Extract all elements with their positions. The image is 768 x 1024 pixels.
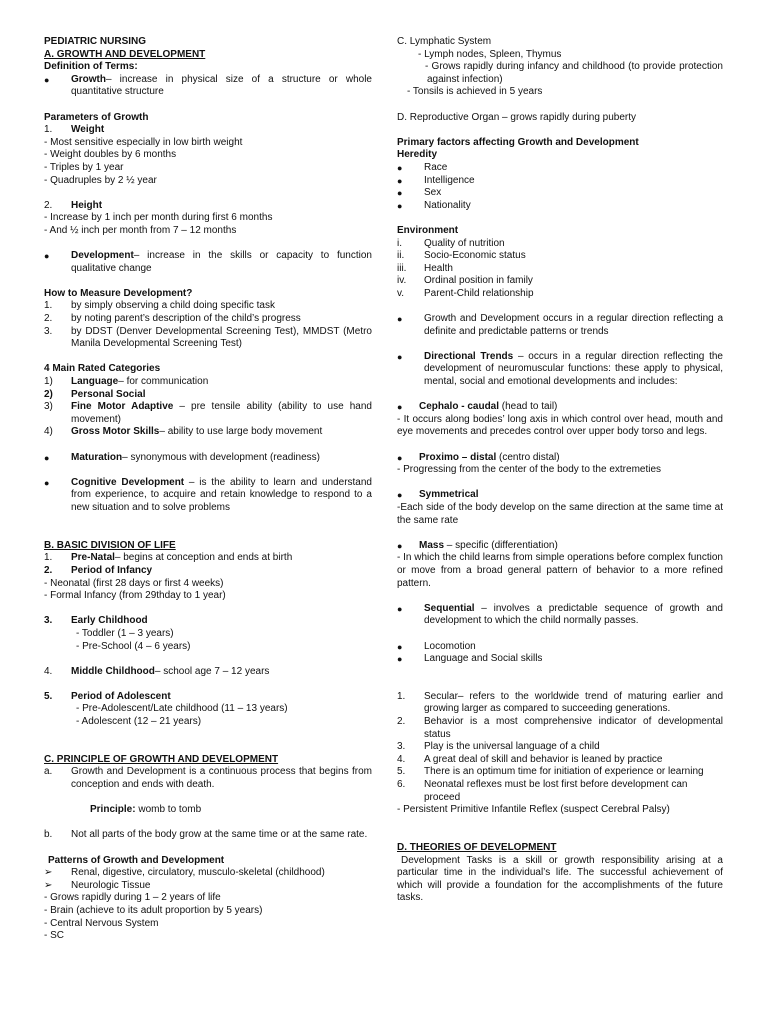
definition: – synonymous with development (readiness) xyxy=(122,451,320,463)
text-line: -Each side of the body develop on the same direction at the same time at the same rate xyxy=(397,501,723,526)
term: Middle Childhood xyxy=(71,665,155,677)
definition: – ability to use large body movement xyxy=(159,426,323,438)
list-item xyxy=(397,313,723,338)
bullet-icon: ● xyxy=(397,540,403,551)
bullet-icon: ● xyxy=(44,74,50,85)
item-text: Nationality xyxy=(424,199,471,211)
definition: – increase in the skills or capacity to function qualitative change xyxy=(71,250,372,274)
item-text: Language and Social skills xyxy=(424,653,543,665)
definition: – is the ability to learn and understand from experience, to acquire and retain knowledge to respond to a new situation and to solve problems xyxy=(71,476,372,513)
list-item xyxy=(397,238,723,251)
item-number: 1. xyxy=(44,300,53,312)
definition: – begins at conception and ends at birth xyxy=(114,552,293,564)
section-c-heading: C. PRINCIPLE OF GROWTH AND DEVELOPMENT xyxy=(44,753,279,765)
section-d-heading: D. THEORIES OF DEVELOPMENT xyxy=(397,842,557,853)
item-text: by noting parent’s description of the child’s progress xyxy=(71,313,301,325)
weight-heading xyxy=(44,124,372,137)
arrow-icon: ➢ xyxy=(44,867,53,879)
item-number: 2. xyxy=(397,716,406,728)
text-line: - Pre-Adolescent/Late childhood (11 – 13 years) xyxy=(76,703,288,715)
list-item xyxy=(397,691,723,716)
directional-trends xyxy=(397,351,723,389)
list-item xyxy=(397,641,723,654)
list-item xyxy=(44,552,372,565)
item-text: Growth and Development occurs in a regular direction reflecting a definite and predictable patterns or trends xyxy=(424,313,723,337)
item-number: ii. xyxy=(397,250,405,262)
definition: – increase in physical size of a structure or whole quantitative structure xyxy=(71,73,372,98)
list-item xyxy=(397,187,723,200)
bullet-icon: ● xyxy=(397,452,403,463)
left-column xyxy=(44,36,372,943)
doc-title: PEDIATRIC NURSING xyxy=(44,36,147,47)
list-item xyxy=(44,666,372,679)
bullet-icon: ● xyxy=(397,175,403,186)
development-definition xyxy=(44,250,372,275)
term: Symmetrical xyxy=(419,489,479,501)
item-number: 5. xyxy=(44,690,53,702)
list-item xyxy=(44,867,372,880)
item-number: 3. xyxy=(44,325,53,337)
item-text: Neonatal reflexes must be lost first before development can proceed xyxy=(424,779,688,803)
text-line: - Lymph nodes, Spleen, Thymus xyxy=(418,48,562,60)
bullet-icon: ● xyxy=(397,351,403,362)
bullet-icon: ● xyxy=(397,162,403,173)
item-number: 1) xyxy=(44,376,53,388)
text-line: - Neonatal (first 28 days or first 4 weeks) xyxy=(44,577,224,589)
list-item xyxy=(44,401,372,426)
list-item xyxy=(397,175,723,188)
item-number: 4. xyxy=(397,753,406,765)
list-item xyxy=(397,200,723,213)
text-line: - Progressing from the center of the body to the extremeties xyxy=(397,464,662,476)
item-number: i. xyxy=(397,237,402,249)
text-line: - Triples by 1 year xyxy=(44,161,124,173)
list-item xyxy=(397,653,723,666)
list-item xyxy=(44,426,372,439)
definition: – for communication xyxy=(118,376,209,388)
item-text: Intelligence xyxy=(424,174,475,186)
item-number: 3. xyxy=(44,615,53,627)
list-item xyxy=(397,275,723,288)
item-text: Health xyxy=(424,262,453,274)
item-text: There is an optimum time for initiation of experience or learning xyxy=(424,766,704,778)
list-item xyxy=(44,766,372,791)
bullet-icon: ● xyxy=(397,641,403,652)
environment-heading: Environment xyxy=(397,224,459,236)
item-text: Sex xyxy=(424,187,442,199)
term: Language xyxy=(71,376,119,388)
item-number: 1. xyxy=(397,690,406,702)
item-number: 1. xyxy=(44,124,53,136)
bullet-icon: ● xyxy=(44,477,50,488)
item-number: 1. xyxy=(44,552,53,564)
item-text: by DDST (Denver Developmental Screening Test), MMDST (Metro Manila Developmental Screening Test) xyxy=(71,325,372,350)
list-item xyxy=(44,880,372,893)
definition: (centro distal) xyxy=(496,451,560,463)
item-label: Height xyxy=(71,199,103,211)
section-b-heading: B. BASIC DIVISION OF LIFE xyxy=(44,539,176,551)
list-item xyxy=(397,754,723,767)
item-text: Secular– refers to the worldwide trend of maturing earlier and growing larger as compared to succeeding generations. xyxy=(424,690,723,715)
list-item xyxy=(44,389,372,402)
item-label: Period of Infancy xyxy=(71,564,153,576)
term: Personal Social xyxy=(71,388,146,400)
list-item xyxy=(397,162,723,175)
parameters-heading: Parameters of Growth xyxy=(44,111,149,123)
list-item xyxy=(44,691,372,704)
term: Maturation xyxy=(71,451,123,463)
arrow-icon: ➢ xyxy=(44,879,53,891)
term: Gross Motor Skills xyxy=(71,426,160,438)
principle-line xyxy=(44,804,372,817)
item-text: Renal, digestive, circulatory, musculo-skeletal (childhood) xyxy=(71,867,325,879)
item-number: 4) xyxy=(44,426,53,438)
height-heading xyxy=(44,200,372,213)
item-number: 4. xyxy=(44,665,53,677)
item-text: A great deal of skill and behavior is leaned by practice xyxy=(424,753,663,765)
proximo-distal xyxy=(397,452,723,465)
cephalo-caudal xyxy=(397,401,723,414)
bullet-icon: ● xyxy=(397,490,403,501)
list-item xyxy=(397,779,723,804)
item-number: iii. xyxy=(397,262,407,274)
text-line: - Most sensitive especially in low birth weight xyxy=(44,136,243,148)
text-line: - Quadruples by 2 ½ year xyxy=(44,174,157,186)
item-text: Growth and Development is a continuous process that begins from conception and ends with death. xyxy=(71,766,372,791)
list-item xyxy=(397,741,723,754)
item-text: Parent-Child relationship xyxy=(424,287,534,299)
text-line: - Adolescent (12 – 21 years) xyxy=(76,716,202,728)
list-item xyxy=(44,615,372,628)
item-text: Play is the universal language of a child xyxy=(424,741,600,753)
growth-definition xyxy=(44,74,372,99)
mass-specific xyxy=(397,540,723,553)
bullet-icon: ● xyxy=(397,603,403,614)
item-text: Neurologic Tissue xyxy=(71,879,151,891)
term: Sequential xyxy=(424,602,475,614)
text-line: - Grows rapidly during infancy and childhood (to provide protection against infection) xyxy=(425,61,723,85)
primary-factors-heading: Primary factors affecting Growth and Development xyxy=(397,136,639,148)
list-item xyxy=(44,326,372,351)
term: Pre-Natal xyxy=(71,552,115,564)
term: Proximo – distal xyxy=(419,451,497,463)
term: Directional Trends xyxy=(424,350,514,362)
term: Fine Motor Adaptive xyxy=(71,401,174,413)
item-label: Period of Adolescent xyxy=(71,690,171,702)
item-number: 3. xyxy=(397,741,406,753)
item-text: Socio-Economic status xyxy=(424,250,526,262)
text-line: - Brain (achieve to its adult proportion by 5 years) xyxy=(44,904,263,916)
list-item xyxy=(44,313,372,326)
definition: – pre tensile ability (ability to use hand movement) xyxy=(71,401,372,425)
item-number: 5. xyxy=(397,766,406,778)
symmetrical xyxy=(397,489,723,502)
item-number: 2. xyxy=(44,313,53,325)
text-line: - Central Nervous System xyxy=(44,917,159,929)
measure-heading: How to Measure Development? xyxy=(44,287,193,299)
item-number: v. xyxy=(397,287,405,299)
bullet-icon: ● xyxy=(44,452,50,463)
patterns-heading: Patterns of Growth and Development xyxy=(48,854,225,866)
text-line: - It occurs along bodies’ long axis in which control over head, mouth and eye movements and precedes control over upper body torso and legs. xyxy=(397,413,723,438)
reproductive-line: D. Reproductive Organ – grows rapidly during puberty xyxy=(397,111,637,123)
list-item xyxy=(44,565,372,578)
item-text: Race xyxy=(424,161,448,173)
list-item xyxy=(397,250,723,263)
text-line: - Tonsils is achieved in 5 years xyxy=(407,86,543,98)
bullet-icon: ● xyxy=(397,402,403,413)
list-item xyxy=(397,716,723,741)
list-item xyxy=(397,288,723,301)
text-line: - Formal Infancy (from 29thday to 1 year) xyxy=(44,590,226,602)
text-line: - SC xyxy=(44,930,64,942)
definition: womb to tomb xyxy=(135,804,202,816)
item-text: Ordinal position in family xyxy=(424,275,533,287)
item-number: 6. xyxy=(397,779,406,791)
definition: (head to tail) xyxy=(499,401,558,413)
item-number: 2) xyxy=(44,388,53,400)
maturation-definition xyxy=(44,452,372,465)
text-line: - Weight doubles by 6 months xyxy=(44,149,177,161)
term: Cephalo - caudal xyxy=(419,401,500,413)
text-line: - Grows rapidly during 1 – 2 years of life xyxy=(44,892,221,904)
list-item xyxy=(44,829,372,842)
bullet-icon: ● xyxy=(397,314,403,325)
item-label: Early Childhood xyxy=(71,615,148,627)
list-item xyxy=(44,376,372,389)
heredity-heading: Heredity xyxy=(397,149,438,161)
item-number: b. xyxy=(44,829,53,841)
item-text: Quality of nutrition xyxy=(424,237,505,249)
text-line: - Toddler (1 – 3 years) xyxy=(76,627,174,639)
definition: – specific (differentiation) xyxy=(444,539,558,551)
definition: – involves a predictable sequence of growth and development to which the child normally passes. xyxy=(424,602,723,627)
list-item xyxy=(397,766,723,779)
bullet-icon: ● xyxy=(397,200,403,211)
bullet-icon: ● xyxy=(44,251,50,262)
definition-of-terms: Definition of Terms: xyxy=(44,61,138,73)
list-item xyxy=(44,300,372,313)
development-tasks: Development Tasks is a skill or growth responsibility arising at a particular time in the individual’s life. The successful achievement of which will provide a foundation for the accomplishments of the future tasks. xyxy=(397,854,723,904)
section-a-heading: A. GROWTH AND DEVELOPMENT xyxy=(44,48,206,60)
definition: – occurs in a regular direction reflecting the development of neuromuscular functions: these apply to physical, mental, social and emotional developments and includes: xyxy=(424,350,723,388)
item-text: Not all parts of the body grow at the same time or at the same rate. xyxy=(71,829,368,841)
bullet-icon: ● xyxy=(397,188,403,199)
item-number: 2. xyxy=(44,199,53,211)
text-line: - Pre-School (4 – 6 years) xyxy=(76,640,191,652)
term: Principle: xyxy=(90,804,136,816)
text-line: - Persistent Primitive Infantile Reflex (suspect Cerebral Palsy) xyxy=(397,804,670,816)
item-text: Behavior is a most comprehensive indicator of developmental status xyxy=(424,716,723,740)
text-line: - In which the child learns from simple operations before complex function or move from a broad general pattern of behavior to a more refined pattern. xyxy=(397,552,723,589)
text-line: - And ½ inch per month from 7 – 12 months xyxy=(44,224,237,236)
definition: – school age 7 – 12 years xyxy=(154,665,270,677)
lymphatic-heading: C. Lymphatic System xyxy=(397,36,492,47)
item-number: 3) xyxy=(44,401,53,413)
term: Mass xyxy=(419,539,445,551)
categories-heading: 4 Main Rated Categories xyxy=(44,363,161,375)
item-number: 2. xyxy=(44,564,53,576)
item-text: Locomotion xyxy=(424,640,476,652)
sequential xyxy=(397,603,723,628)
term: Development xyxy=(71,250,134,262)
term: Growth xyxy=(71,73,106,85)
item-number: a. xyxy=(44,766,53,778)
list-item xyxy=(397,263,723,276)
cognitive-definition xyxy=(44,477,372,515)
item-text: by simply observing a child doing specific task xyxy=(71,300,275,312)
right-column xyxy=(397,36,723,905)
term: Cognitive Development xyxy=(71,476,185,488)
text-line: - Increase by 1 inch per month during first 6 months xyxy=(44,212,273,224)
item-label: Weight xyxy=(71,124,105,136)
item-number: iv. xyxy=(397,275,407,287)
bullet-icon: ● xyxy=(397,654,403,665)
